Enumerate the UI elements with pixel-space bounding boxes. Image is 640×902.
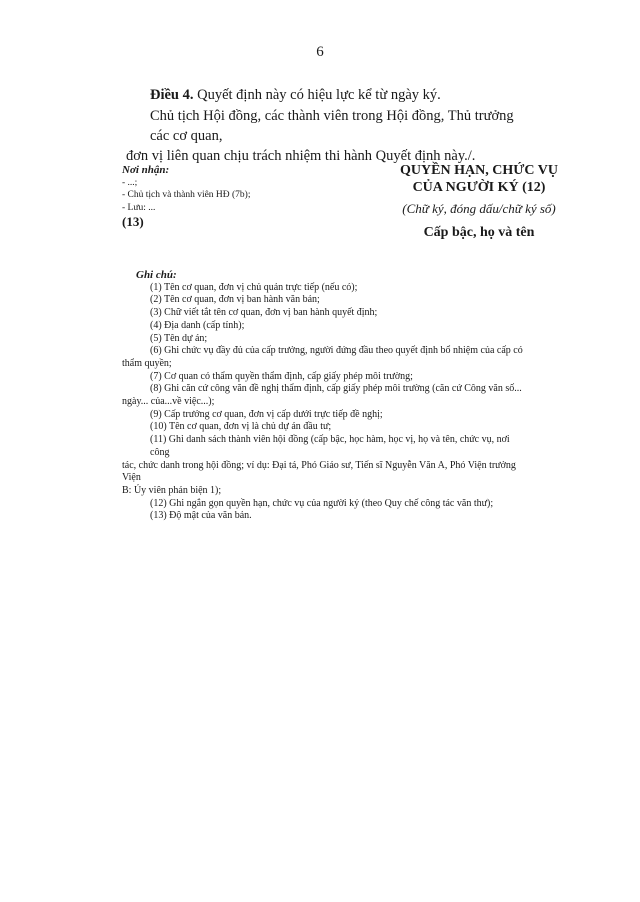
note-line: (13) Độ mật của văn bản. bbox=[150, 510, 252, 522]
notes-heading: Ghi chú: bbox=[136, 269, 177, 281]
note-line: (8) Ghi căn cứ công văn đề nghị thẩm định, cấp giấy phép môi trường (căn cứ Công văn số... bbox=[150, 383, 522, 395]
note-line: (1) Tên cơ quan, đơn vị chủ quản trực tiếp (nếu có); bbox=[150, 281, 358, 293]
recipients-heading: Nơi nhận: bbox=[122, 164, 170, 176]
note-line: thẩm quyền; bbox=[122, 357, 172, 369]
note-line: (4) Địa danh (cấp tỉnh); bbox=[150, 319, 245, 331]
signer-authority-line-1: QUYỀN HẠN, CHỨC VỤ bbox=[400, 163, 558, 178]
note-line: (5) Tên dự án; bbox=[150, 332, 208, 344]
recipient-item: - Chủ tịch và thành viên HĐ (7b); bbox=[122, 190, 251, 200]
note-line: ngày... của...về việc...); bbox=[122, 396, 215, 408]
note-line: (3) Chữ viết tắt tên cơ quan, đơn vị ban hành quyết định; bbox=[150, 307, 378, 319]
article-text: Quyết định này có hiệu lực kể từ ngày ký. bbox=[193, 87, 441, 103]
responsibility-line-1: Chủ tịch Hội đồng, các thành viên trong Hội đồng, Thủ trưởng các cơ quan, bbox=[150, 108, 514, 144]
note-line: (12) Ghi ngắn gọn quyền hạn, chức vụ của người ký (theo Quy chế công tác văn thư); bbox=[150, 497, 494, 509]
notes-block bbox=[122, 269, 527, 523]
signer-rank-name: Cấp bậc, họ và tên bbox=[423, 225, 535, 240]
recipients-block bbox=[122, 164, 322, 229]
note-line: (7) Cơ quan có thẩm quyền thẩm định, cấp giấy phép môi trường; bbox=[150, 370, 413, 382]
page-number: 6 bbox=[316, 44, 324, 60]
article-label: Điều 4. bbox=[150, 87, 194, 103]
note-line: (2) Tên cơ quan, đơn vị ban hành văn bản; bbox=[150, 294, 320, 306]
recipient-item: - ...; bbox=[122, 177, 138, 188]
signature-note: (Chữ ký, đóng dấu/chữ ký số) bbox=[402, 201, 556, 216]
responsibility-line-2: đơn vị liên quan chịu trách nhiệm thi hành Quyết định này./. bbox=[126, 148, 476, 164]
note-line: tác, chức danh trong hội đồng; ví dụ: Đại tá, Phó Giáo sư, Tiến sĩ Nguyễn Văn A, Phó Viện trưởng Viện bbox=[122, 459, 516, 484]
note-line: B: Ủy viên phản biện 1); bbox=[122, 484, 222, 496]
responsibility-paragraph bbox=[126, 106, 526, 166]
signature-block bbox=[384, 162, 574, 241]
note-line: (11) Ghi danh sách thành viên hội đồng (cấp bậc, học hàm, học vị, họ và tên, chức vụ, nơi công bbox=[150, 434, 510, 458]
note-line: (10) Tên cơ quan, đơn vị là chủ dự án đầu tư; bbox=[150, 421, 332, 433]
recipient-item: - Lưu: ... bbox=[122, 202, 156, 213]
note-line: (6) Ghi chức vụ đầy đủ của cấp trưởng, người đứng đầu theo quyết định bổ nhiệm của cấp có bbox=[150, 345, 523, 357]
recipients-code: (13) bbox=[122, 214, 144, 229]
note-line: (9) Cấp trưởng cơ quan, đơn vị cấp dưới trực tiếp đề nghị; bbox=[150, 408, 383, 420]
article-4 bbox=[150, 85, 441, 105]
signer-authority-line-2: CỦA NGƯỜI KÝ (12) bbox=[412, 180, 546, 195]
